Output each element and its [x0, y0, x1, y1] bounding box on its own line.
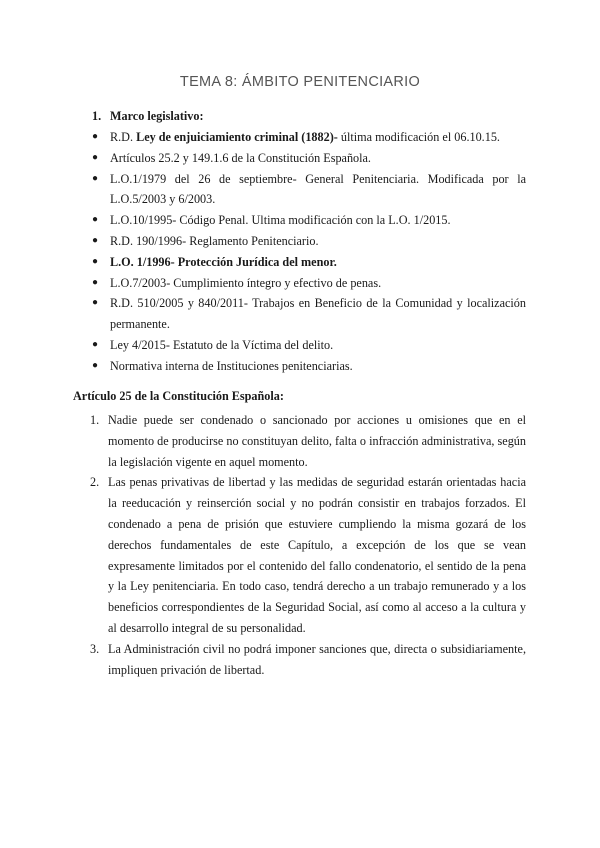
list-item: ● R.D. 190/1996- Reglamento Penitenciario.: [92, 231, 526, 252]
legislation-list: [92, 127, 526, 377]
bullet-icon: ●: [92, 151, 99, 163]
bullet-icon: ●: [92, 276, 99, 288]
list-item: [90, 410, 526, 472]
article-25-list: [90, 410, 526, 680]
bullet-icon: ●: [92, 297, 99, 309]
bullet-icon: ●: [92, 172, 99, 184]
list-item: ● L.O. 1/1996- Protección Jurídica del menor.: [92, 252, 526, 273]
list-item: ● Normativa interna de Instituciones penitenciarias.: [92, 356, 526, 377]
article-25-heading: Artículo 25 de la Constitución Española:: [73, 389, 284, 403]
item-number: 2.: [90, 475, 100, 490]
item-number: 3.: [90, 641, 100, 656]
bullet-icon: ●: [92, 255, 99, 267]
list-item: ● L.O.10/1995- Código Penal. Ultima modificación con la L.O. 1/2015.: [92, 210, 526, 231]
section-heading-text: Marco legislativo:: [110, 109, 204, 123]
list-item: ● Artículos 25.2 y 149.1.6 de la Constitución Española.: [92, 148, 526, 169]
bullet-icon: ●: [92, 214, 99, 226]
page-title: TEMA 8: ÁMBITO PENITENCIARIO: [179, 74, 421, 90]
list-item: ● R.D. 510/2005 y 840/2011- Trabajos en Beneficio de la Comunidad y localización permanente.: [92, 293, 526, 335]
list-item: ● R.D. Ley de enjuiciamiento criminal (1882)- última modificación el 06.10.15.: [92, 127, 526, 148]
list-item: ● Ley 4/2015- Estatuto de la Víctima del delito.: [92, 335, 526, 356]
section-heading-marco-legislativo: [92, 106, 204, 127]
item-text: La Administración civil no podrá imponer sanciones que, directa o subsidiariamente, impliquen privación de libertad.: [108, 641, 526, 677]
section-number: 1.: [92, 109, 102, 123]
list-item: ● L.O.7/2003- Cumplimiento íntegro y efectivo de penas.: [92, 273, 526, 294]
bullet-icon: ●: [92, 234, 99, 246]
bullet-icon: ●: [92, 359, 99, 371]
item-number: 1.: [90, 413, 100, 427]
list-item: [90, 472, 526, 638]
item-text: Las penas privativas de libertad y las medidas de seguridad estarán orientadas hacia la reeducación y reinserción social y no podrán consistir en trabajos forzados. El condenado a pena de prisión que estuviere cumpliendo la misma gozará de los derechos fundamentales de este Capítulo, a excepción de los que se vean expresamente limitados por el contenido del fallo condenatorio, el sentido de la pena y la Ley penitenciaria. En todo caso, tendrá derecho a un trabajo remunerado y a los beneficios correspondientes de la Seguridad Social, así como al acceso a la cultura y al desarrollo integral de su personalidad.: [108, 475, 526, 635]
list-item: ● L.O.1/1979 del 26 de septiembre- General Penitenciaria. Modificada por la L.O.5/2003 y 6/2003.: [92, 169, 526, 211]
list-item: [90, 639, 526, 681]
item-text: Nadie puede ser condenado o sancionado por acciones u omisiones que en el momento de producirse no constituyan delito, falta o infracción administrativa, según la legislación vigente en aquel momento.: [108, 413, 526, 469]
bullet-icon: ●: [92, 131, 99, 142]
bullet-icon: ●: [92, 338, 99, 350]
